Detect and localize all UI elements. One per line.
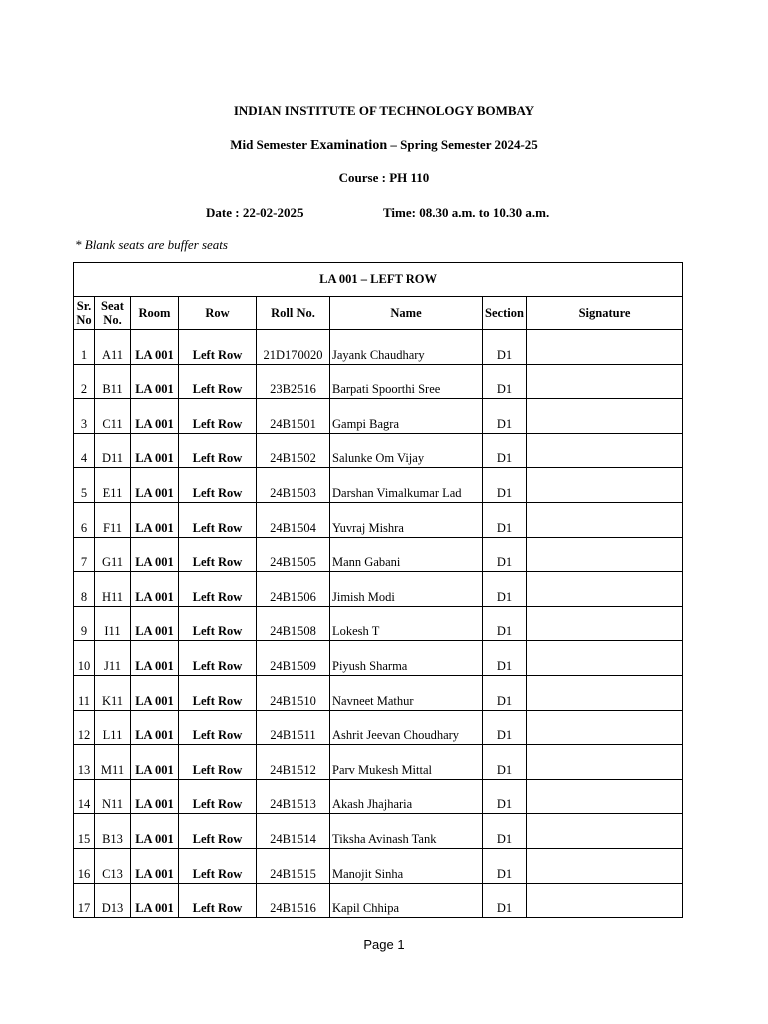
cell-room: LA 001 [131,641,179,676]
cell-room: LA 001 [131,433,179,468]
cell-section: D1 [483,399,527,434]
table-row [74,330,683,365]
seating-table [73,262,683,918]
cell-room: LA 001 [131,572,179,607]
cell-sr: 6 [74,502,95,537]
course-title: Course : PH 110 [338,170,430,185]
cell-room: LA 001 [131,502,179,537]
cell-row: Left Row [179,848,257,883]
cell-room: LA 001 [131,537,179,572]
cell-room: LA 001 [131,399,179,434]
cell-roll: 24B1506 [257,572,330,607]
cell-roll: 24B1514 [257,814,330,849]
cell-room: LA 001 [131,745,179,780]
cell-row: Left Row [179,710,257,745]
cell-signature [527,433,683,468]
table-row [74,675,683,710]
cell-signature [527,848,683,883]
table-body [74,330,683,918]
buffer-seats-note: * Blank seats are buffer seats [75,237,228,252]
cell-row: Left Row [179,779,257,814]
cell-roll: 24B1504 [257,502,330,537]
cell-seat: K11 [95,675,131,710]
table-row [74,745,683,780]
cell-sr: 11 [74,675,95,710]
cell-name: Navneet Mathur [330,675,483,710]
cell-section: D1 [483,675,527,710]
cell-seat: H11 [95,572,131,607]
cell-row: Left Row [179,433,257,468]
cell-seat: D13 [95,883,131,918]
col-header-name: Name [330,297,483,330]
table-row [74,364,683,399]
table-row [74,502,683,537]
cell-signature [527,883,683,918]
cell-section: D1 [483,641,527,676]
cell-row: Left Row [179,745,257,780]
cell-section: D1 [483,433,527,468]
cell-row: Left Row [179,572,257,607]
cell-sr: 12 [74,710,95,745]
cell-section: D1 [483,537,527,572]
cell-name: Jayank Chaudhary [330,330,483,365]
cell-seat: C11 [95,399,131,434]
cell-section: D1 [483,572,527,607]
cell-section: D1 [483,814,527,849]
cell-roll: 21D170020 [257,330,330,365]
cell-name: Salunke Om Vijay [330,433,483,468]
cell-signature [527,675,683,710]
cell-seat: I11 [95,606,131,641]
page-number: Page 1 [363,937,405,952]
cell-section: D1 [483,364,527,399]
cell-room: LA 001 [131,814,179,849]
cell-sr: 1 [74,330,95,365]
cell-section: D1 [483,848,527,883]
exam-title-prefix: Mid Semester [230,137,311,152]
cell-section: D1 [483,330,527,365]
cell-sr: 5 [74,468,95,503]
exam-title-word: Examination [310,138,388,153]
cell-seat: M11 [95,745,131,780]
cell-room: LA 001 [131,710,179,745]
cell-row: Left Row [179,330,257,365]
table-row [74,814,683,849]
cell-seat: F11 [95,502,131,537]
cell-room: LA 001 [131,364,179,399]
cell-section: D1 [483,502,527,537]
cell-room: LA 001 [131,675,179,710]
cell-sr: 17 [74,883,95,918]
cell-roll: 24B1516 [257,883,330,918]
cell-room: LA 001 [131,606,179,641]
cell-roll: 24B1501 [257,399,330,434]
cell-name: Gampi Bagra [330,399,483,434]
cell-seat: C13 [95,848,131,883]
cell-signature [527,745,683,780]
cell-signature [527,710,683,745]
cell-room: LA 001 [131,330,179,365]
cell-room: LA 001 [131,779,179,814]
cell-name: Tiksha Avinash Tank [330,814,483,849]
col-header-section: Section [483,297,527,330]
cell-sr: 14 [74,779,95,814]
cell-roll: 24B1503 [257,468,330,503]
cell-signature [527,364,683,399]
table-row [74,883,683,918]
cell-signature [527,606,683,641]
col-header-row: Row [179,297,257,330]
cell-row: Left Row [179,675,257,710]
cell-signature [527,468,683,503]
cell-room: LA 001 [131,848,179,883]
exam-title-suffix: – Spring Semester 2024-25 [387,137,538,152]
cell-name: Mann Gabani [330,537,483,572]
cell-name: Akash Jhajharia [330,779,483,814]
cell-name: Lokesh T [330,606,483,641]
cell-row: Left Row [179,364,257,399]
cell-row: Left Row [179,537,257,572]
cell-row: Left Row [179,883,257,918]
cell-seat: G11 [95,537,131,572]
table-row [74,433,683,468]
cell-sr: 2 [74,364,95,399]
cell-sr: 7 [74,537,95,572]
table-row [74,710,683,745]
cell-signature [527,572,683,607]
cell-name: Ashrit Jeevan Choudhary [330,710,483,745]
cell-section: D1 [483,468,527,503]
cell-seat: N11 [95,779,131,814]
institute-title: INDIAN INSTITUTE OF TECHNOLOGY BOMBAY [233,103,535,118]
cell-sr: 8 [74,572,95,607]
table-row [74,848,683,883]
col-header-seat: Seat No. [95,297,131,330]
cell-roll: 24B1505 [257,537,330,572]
cell-section: D1 [483,779,527,814]
cell-seat: B11 [95,364,131,399]
cell-row: Left Row [179,606,257,641]
col-header-signature: Signature [527,297,683,330]
cell-sr: 10 [74,641,95,676]
cell-name: Manojit Sinha [330,848,483,883]
cell-row: Left Row [179,641,257,676]
cell-roll: 24B1510 [257,675,330,710]
cell-sr: 16 [74,848,95,883]
col-header-sr: Sr. No [74,297,95,330]
table-row [74,468,683,503]
cell-roll: 24B1502 [257,433,330,468]
cell-seat: E11 [95,468,131,503]
cell-sr: 13 [74,745,95,780]
cell-seat: A11 [95,330,131,365]
cell-roll: 24B1509 [257,641,330,676]
table-row [74,779,683,814]
cell-roll: 24B1511 [257,710,330,745]
cell-roll: 24B1513 [257,779,330,814]
cell-row: Left Row [179,468,257,503]
cell-sr: 3 [74,399,95,434]
cell-room: LA 001 [131,468,179,503]
col-header-roll: Roll No. [257,297,330,330]
cell-signature [527,641,683,676]
cell-signature [527,502,683,537]
cell-seat: L11 [95,710,131,745]
cell-signature [527,814,683,849]
col-header-room: Room [131,297,179,330]
table-row [74,606,683,641]
cell-signature [527,399,683,434]
cell-section: D1 [483,745,527,780]
cell-name: Jimish Modi [330,572,483,607]
cell-section: D1 [483,883,527,918]
cell-section: D1 [483,606,527,641]
exam-time: Time: 08.30 a.m. to 10.30 a.m. [383,205,550,220]
cell-roll: 24B1512 [257,745,330,780]
cell-row: Left Row [179,814,257,849]
cell-roll: 23B2516 [257,364,330,399]
table-row [74,641,683,676]
cell-sr: 4 [74,433,95,468]
cell-signature [527,330,683,365]
cell-seat: J11 [95,641,131,676]
cell-signature [527,779,683,814]
table-row [74,572,683,607]
cell-roll: 24B1515 [257,848,330,883]
cell-seat: B13 [95,814,131,849]
table-row [74,537,683,572]
cell-seat: D11 [95,433,131,468]
cell-roll: 24B1508 [257,606,330,641]
cell-name: Barpati Spoorthi Sree [330,364,483,399]
cell-signature [527,537,683,572]
cell-name: Kapil Chhipa [330,883,483,918]
cell-sr: 15 [74,814,95,849]
cell-sr: 9 [74,606,95,641]
cell-room: LA 001 [131,883,179,918]
cell-name: Yuvraj Mishra [330,502,483,537]
exam-date: Date : 22-02-2025 [206,205,304,220]
table-row [74,399,683,434]
cell-name: Parv Mukesh Mittal [330,745,483,780]
cell-name: Piyush Sharma [330,641,483,676]
cell-row: Left Row [179,502,257,537]
cell-row: Left Row [179,399,257,434]
cell-section: D1 [483,710,527,745]
table-title: LA 001 – LEFT ROW [74,263,683,297]
exam-title [0,137,768,154]
cell-name: Darshan Vimalkumar Lad [330,468,483,503]
